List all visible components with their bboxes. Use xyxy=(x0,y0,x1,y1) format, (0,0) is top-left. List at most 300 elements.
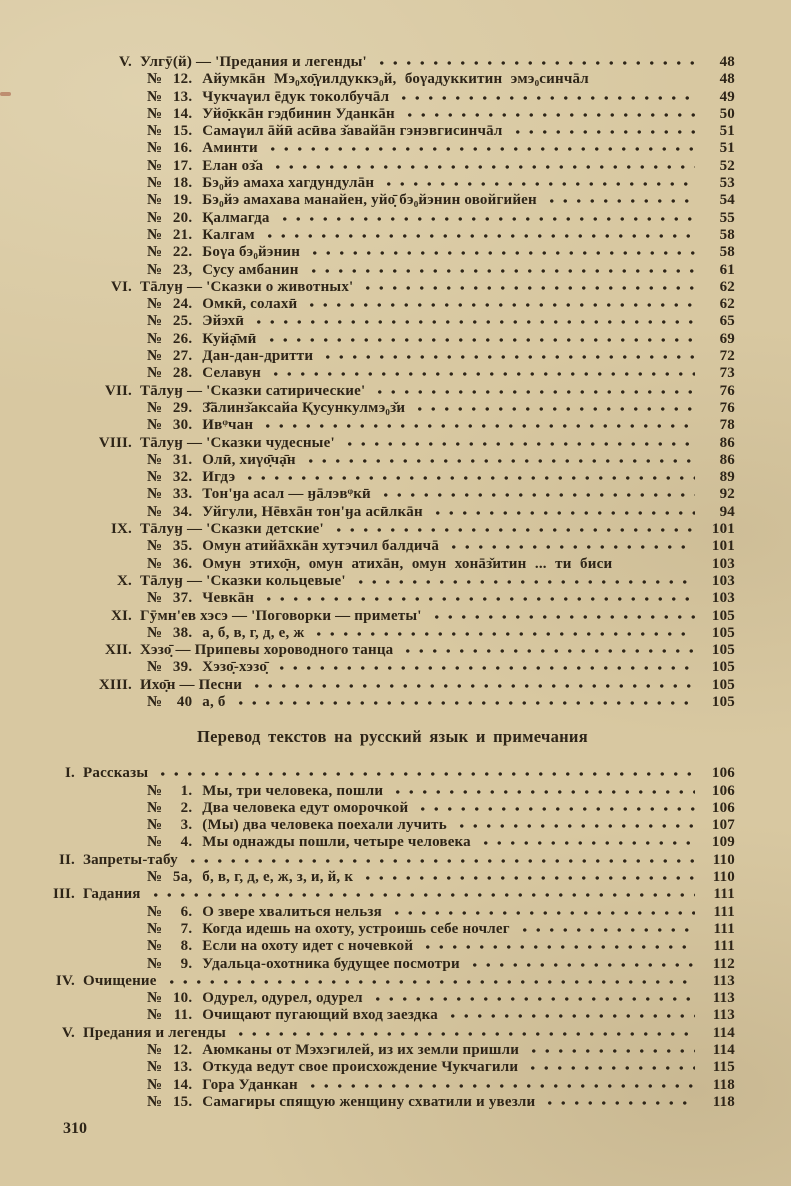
entry-title: Гора Уданкан xyxy=(202,1076,298,1093)
numero-sign: № xyxy=(147,296,163,313)
item-number: 2. xyxy=(180,799,193,816)
toc-section-row xyxy=(50,677,735,694)
entry-title: б, в, г, д, е, ж, з, и, й, к xyxy=(202,869,354,886)
numero-sign: № xyxy=(147,990,163,1007)
numero-sign: № xyxy=(147,140,163,157)
item-number: 12. xyxy=(172,71,193,88)
item-number: 24. xyxy=(172,296,193,313)
toc-item-row xyxy=(50,556,735,573)
numero-sign: № xyxy=(147,157,163,174)
entry-title: Очищение xyxy=(83,972,157,989)
entry-title: Олӣ, хиγо̣̄чạ̄н xyxy=(202,451,296,468)
toc-section-row xyxy=(50,973,735,990)
toc-item-row xyxy=(50,1059,735,1076)
entry-page-number: 106 xyxy=(711,782,735,799)
entry-title: Эйэхӣ xyxy=(202,313,245,330)
numero-sign: № xyxy=(147,624,163,641)
dot-leader xyxy=(307,268,695,274)
toc-item-row xyxy=(50,296,735,313)
dot-leader xyxy=(431,510,695,516)
numero-sign: № xyxy=(147,538,163,555)
toc-item-row xyxy=(50,140,735,157)
entry-title: Аюмканы от Мэхэгилей, из их земли пришли xyxy=(202,1042,520,1059)
translations-heading: Перевод текстов на русский язык и примечания xyxy=(197,727,588,747)
entry-page-number: 51 xyxy=(719,123,735,140)
toc-item-row xyxy=(50,921,735,938)
entry-title: Предания и легенды xyxy=(83,1024,226,1041)
section-numeral: I. xyxy=(65,765,75,782)
entry-page-number: 107 xyxy=(711,817,735,834)
toc-item-row xyxy=(50,904,735,921)
dot-leader xyxy=(234,1031,695,1037)
toc-item-row xyxy=(50,365,735,382)
toc-section-row xyxy=(50,886,735,903)
item-number: 3. xyxy=(180,817,193,834)
entry-page-number: 65 xyxy=(719,313,735,330)
entry-title: Қалмагда xyxy=(202,209,270,226)
entry-title: Гӯмн'ев хэсэ — 'Поговорки — приметы' xyxy=(140,607,422,624)
toc-item-row xyxy=(50,210,735,227)
item-number: 29. xyxy=(172,399,193,416)
toc-section-row xyxy=(50,435,735,452)
toc-item-row xyxy=(50,89,735,106)
toc-item-row xyxy=(50,590,735,607)
dot-leader xyxy=(262,596,695,602)
entry-title: Тāлуӈ — 'Сказки о животных' xyxy=(140,278,354,295)
numero-sign: № xyxy=(147,659,163,676)
entry-title: Хэзо̣̄-хэзо̣̄ xyxy=(202,659,268,676)
entry-title: Омун этихо̣̄н, омун атихāн, омун хонāз̌итин ... ти биси xyxy=(202,555,613,572)
entry-page-number: 103 xyxy=(711,590,735,607)
dot-leader xyxy=(527,1048,695,1054)
toc-item-row xyxy=(50,331,735,348)
toc-section-row xyxy=(50,642,735,659)
toc-section-row xyxy=(50,1025,735,1042)
dot-leader xyxy=(252,319,695,325)
dot-leader xyxy=(156,771,695,777)
section-numeral: XI. xyxy=(110,607,132,624)
entry-page-number: 48 xyxy=(719,54,735,70)
entry-page-number: 50 xyxy=(719,105,735,122)
entry-page-number: 103 xyxy=(711,555,735,572)
item-number: 40 xyxy=(176,693,193,710)
dot-leader xyxy=(305,302,695,308)
entry-title: Тон'ӈа асал — ӈāлэвᵠкӣ xyxy=(202,486,371,503)
numero-sign: № xyxy=(147,469,163,486)
toc-item-row xyxy=(50,469,735,486)
toc-section-row xyxy=(50,608,735,625)
section-numeral: II. xyxy=(58,851,75,868)
entry-title: Тāлуӈ — 'Сказки сатирические' xyxy=(140,382,366,399)
entry-title: Откуда ведут свое происхождение Чукчагили xyxy=(202,1059,519,1076)
item-number: 13. xyxy=(172,88,193,105)
numero-sign: № xyxy=(147,693,163,710)
numero-sign: № xyxy=(147,226,163,243)
entry-page-number: 89 xyxy=(719,469,735,486)
toc-item-row xyxy=(50,486,735,503)
toc-item-row xyxy=(50,869,735,886)
entry-page-number: 76 xyxy=(719,399,735,416)
entry-title: Дан-дан-дритти xyxy=(202,348,314,365)
toc-part-1 xyxy=(50,54,735,711)
item-number: 35. xyxy=(172,538,193,555)
entry-title: Уйо̣̄ккāн гэдбинин Уданкāн xyxy=(202,105,395,122)
dot-leader xyxy=(391,789,695,795)
dot-leader xyxy=(312,631,695,637)
item-number: 17. xyxy=(172,157,193,174)
numero-sign: № xyxy=(147,920,163,937)
numero-sign: № xyxy=(147,1059,163,1076)
entry-page-number: 78 xyxy=(719,417,735,434)
dot-leader xyxy=(401,648,695,654)
numero-sign: № xyxy=(147,590,163,607)
toc-section-row xyxy=(50,765,735,782)
toc-item-row xyxy=(50,783,735,800)
item-number: 1. xyxy=(180,782,193,799)
numero-sign: № xyxy=(147,348,163,365)
toc-item-row xyxy=(50,800,735,817)
dot-leader xyxy=(446,1013,695,1019)
entry-page-number: 92 xyxy=(719,486,735,503)
toc-section-row xyxy=(50,573,735,590)
dot-leader xyxy=(165,979,695,985)
entry-page-number: 113 xyxy=(712,972,735,989)
item-number: 12. xyxy=(172,1042,193,1059)
entry-title: Запреты-табу xyxy=(83,851,178,868)
item-number: 39. xyxy=(172,659,193,676)
toc-page xyxy=(50,54,735,1111)
numero-sign: № xyxy=(147,903,163,920)
entry-title: Тāлуӈ — 'Сказки детские' xyxy=(140,521,324,538)
dot-leader xyxy=(278,216,695,222)
toc-item-row xyxy=(50,694,735,711)
entry-page-number: 62 xyxy=(719,296,735,313)
dot-leader xyxy=(250,683,695,689)
item-number: 26. xyxy=(172,330,193,347)
entry-page-number: 101 xyxy=(711,538,735,555)
dot-leader xyxy=(332,527,695,533)
entry-title: Бэ₀йэ амаха хагдундулāн xyxy=(202,175,375,192)
entry-title: З̌āлинз̌аксайа Қусункулмэ₀з̌и xyxy=(202,399,406,416)
item-number: 14. xyxy=(172,105,193,122)
entry-page-number: 114 xyxy=(712,1024,735,1041)
entry-title: Уйгули, Нēвхāн тон'ӈа асӣлкāн xyxy=(202,503,423,520)
dot-leader xyxy=(269,371,695,377)
numero-sign: № xyxy=(147,834,163,851)
toc-item-row xyxy=(50,1094,735,1111)
entry-title: Игдэ xyxy=(202,469,236,486)
item-number: 33. xyxy=(172,486,193,503)
numero-sign: № xyxy=(147,1007,163,1024)
entry-page-number: 111 xyxy=(713,903,735,920)
toc-item-row xyxy=(50,123,735,140)
entry-page-number: 52 xyxy=(719,157,735,174)
entry-page-number: 76 xyxy=(719,382,735,399)
entry-title: Селавун xyxy=(202,365,262,382)
toc-item-row xyxy=(50,313,735,330)
entry-page-number: 110 xyxy=(712,851,735,868)
dot-leader xyxy=(430,614,695,620)
dot-leader xyxy=(382,181,695,187)
entry-page-number: 105 xyxy=(711,676,735,693)
entry-page-number: 58 xyxy=(719,244,735,261)
toc-item-row xyxy=(50,990,735,1007)
entry-title: Куйạ̄мӣ xyxy=(202,330,257,347)
dot-leader xyxy=(321,354,695,360)
entry-title: Аминти xyxy=(202,140,258,157)
item-number: 13. xyxy=(172,1059,193,1076)
toc-item-row xyxy=(50,400,735,417)
entry-title: Айумкāн Мэ₀хо̣̄γилдуккэ₀й, боγадуккитин эмэ₀синчāл xyxy=(202,71,589,88)
item-number: 4. xyxy=(180,834,193,851)
entry-title: Мы однажды пошли, четыре человека xyxy=(202,834,471,851)
entry-page-number: 115 xyxy=(712,1059,735,1076)
dot-leader xyxy=(403,112,695,118)
item-number: 10. xyxy=(172,990,193,1007)
entry-page-number: 106 xyxy=(711,799,735,816)
item-number: 15. xyxy=(172,1093,193,1110)
entry-page-number: 105 xyxy=(711,642,735,659)
item-number: 8. xyxy=(180,938,193,955)
entry-title: Хэзо̣̄ — Припевы хороводного танца xyxy=(140,642,394,659)
entry-title: Чевкāн xyxy=(202,590,255,607)
item-number: 36. xyxy=(172,555,193,572)
entry-title: Тāлуӈ — 'Сказки кольцевые' xyxy=(140,572,346,589)
toc-section-row xyxy=(50,852,735,869)
section-numeral: IX. xyxy=(110,521,132,538)
item-number: 32. xyxy=(172,469,193,486)
entry-title: Одурел, одурел, одурел xyxy=(202,990,363,1007)
entry-page-number: 111 xyxy=(713,886,735,903)
entry-title: Омун атийāхкāн хутэчил балдичā xyxy=(202,538,440,555)
dot-leader xyxy=(379,492,695,498)
entry-title: Ивᵠчан xyxy=(202,417,254,434)
dot-leader xyxy=(375,60,695,66)
dot-leader xyxy=(354,579,695,585)
toc-item-row xyxy=(50,192,735,209)
entry-page-number: 48 xyxy=(719,71,735,88)
entry-page-number: 105 xyxy=(711,659,735,676)
entry-page-number: 118 xyxy=(712,1076,735,1093)
item-number: 22. xyxy=(172,244,193,261)
entry-page-number: 103 xyxy=(711,572,735,589)
toc-item-row xyxy=(50,262,735,279)
entry-page-number: 113 xyxy=(712,1007,735,1024)
numero-sign: № xyxy=(147,399,163,416)
entry-title: (Мы) два человека поехали лучить xyxy=(202,817,447,834)
item-number: 16. xyxy=(172,140,193,157)
entry-title: Улгӯ(й) — 'Предания и легенды' xyxy=(140,54,367,70)
entry-title: Рассказы xyxy=(83,765,149,782)
dot-leader xyxy=(306,1083,695,1089)
entry-title: Боγа бэ₀йэнин xyxy=(202,244,301,261)
dot-leader xyxy=(361,875,695,881)
section-numeral: X. xyxy=(117,572,132,589)
numero-sign: № xyxy=(147,1042,163,1059)
item-number: 25. xyxy=(172,313,193,330)
item-number: 34. xyxy=(172,503,193,520)
entry-title: Чукчаγил ēдук токолбучāл xyxy=(202,88,390,105)
numero-sign: № xyxy=(147,244,163,261)
dot-leader xyxy=(265,337,696,343)
numero-sign: № xyxy=(147,105,163,122)
numero-sign: № xyxy=(147,123,163,140)
dot-leader xyxy=(455,823,695,829)
dot-leader xyxy=(275,665,695,671)
dot-leader xyxy=(149,892,695,898)
entry-page-number: 94 xyxy=(719,503,735,520)
entry-page-number: 105 xyxy=(711,624,735,641)
entry-page-number: 51 xyxy=(719,140,735,157)
entry-title: Елан оз̌а xyxy=(202,157,264,174)
toc-item-row xyxy=(50,1042,735,1059)
numero-sign: № xyxy=(147,817,163,834)
dot-leader xyxy=(271,164,695,170)
toc-item-row xyxy=(50,625,735,642)
toc-part-2 xyxy=(50,765,735,1111)
numero-sign: № xyxy=(147,799,163,816)
dot-leader xyxy=(597,77,695,83)
entry-page-number: 113 xyxy=(712,990,735,1007)
entry-title: Гадания xyxy=(83,886,141,903)
page-footer-number: 310 xyxy=(63,1120,87,1137)
dot-leader xyxy=(304,458,695,464)
item-number: 20. xyxy=(172,209,193,226)
dot-leader xyxy=(390,910,695,916)
dot-leader xyxy=(447,544,695,550)
entry-title: Ихо̣̄н — Песни xyxy=(140,676,243,693)
toc-item-row xyxy=(50,956,735,973)
numero-sign: № xyxy=(147,555,163,572)
entry-page-number: 53 xyxy=(719,175,735,192)
numero-sign: № xyxy=(147,88,163,105)
entry-page-number: 54 xyxy=(719,192,735,209)
dot-leader xyxy=(479,840,695,846)
item-number: 15. xyxy=(172,123,193,140)
dot-leader xyxy=(511,129,696,135)
numero-sign: № xyxy=(147,365,163,382)
entry-page-number: 86 xyxy=(719,434,735,451)
dot-leader xyxy=(373,389,695,395)
item-number: 9. xyxy=(180,955,193,972)
toc-section-row xyxy=(50,54,735,71)
numero-sign: № xyxy=(147,71,163,88)
entry-page-number: 86 xyxy=(719,451,735,468)
toc-item-row xyxy=(50,227,735,244)
toc-item-row xyxy=(50,817,735,834)
section-numeral: VI. xyxy=(110,278,132,295)
dot-leader xyxy=(421,944,695,950)
numero-sign: № xyxy=(147,938,163,955)
toc-item-row xyxy=(50,659,735,676)
entry-page-number: 114 xyxy=(712,1042,735,1059)
numero-sign: № xyxy=(147,486,163,503)
scan-edge-mark xyxy=(0,92,11,96)
toc-item-row xyxy=(50,538,735,555)
entry-page-number: 61 xyxy=(719,261,735,278)
toc-item-row xyxy=(50,504,735,521)
section-numeral: VII. xyxy=(104,382,132,399)
dot-leader xyxy=(234,700,695,706)
dot-leader xyxy=(543,1100,695,1106)
entry-page-number: 118 xyxy=(712,1093,735,1110)
item-number: 23, xyxy=(172,261,193,278)
toc-item-row xyxy=(50,71,735,88)
section-numeral: V. xyxy=(118,54,132,70)
entry-page-number: 101 xyxy=(711,521,735,538)
entry-page-number: 55 xyxy=(719,209,735,226)
item-number: 37. xyxy=(172,590,193,607)
section-numeral: XII. xyxy=(104,642,132,659)
entry-title: Тāлуӈ — 'Сказки чудесные' xyxy=(140,434,335,451)
entry-title: Два человека едут оморочкой xyxy=(202,799,409,816)
dot-leader xyxy=(416,806,695,812)
toc-item-row xyxy=(50,452,735,469)
item-number: 5а, xyxy=(172,869,193,886)
entry-page-number: 105 xyxy=(711,607,735,624)
entry-page-number: 105 xyxy=(711,693,735,710)
entry-title: а, б, в, г, д, е, ж xyxy=(202,624,305,641)
item-number: 30. xyxy=(172,417,193,434)
numero-sign: № xyxy=(147,175,163,192)
entry-page-number: 111 xyxy=(713,920,735,937)
toc-section-row xyxy=(50,521,735,538)
entry-page-number: 58 xyxy=(719,226,735,243)
dot-leader xyxy=(263,233,695,239)
entry-title: Мы, три человека, пошли xyxy=(202,782,384,799)
numero-sign: № xyxy=(147,869,163,886)
toc-item-row xyxy=(50,158,735,175)
entry-page-number: 112 xyxy=(712,955,735,972)
dot-leader xyxy=(261,423,695,429)
dot-leader xyxy=(397,95,695,101)
numero-sign: № xyxy=(147,782,163,799)
item-number: 6. xyxy=(180,903,193,920)
dot-leader xyxy=(266,146,695,152)
item-number: 11. xyxy=(173,1007,193,1024)
toc-item-row xyxy=(50,938,735,955)
toc-item-row xyxy=(50,244,735,261)
toc-item-row xyxy=(50,1007,735,1024)
dot-leader xyxy=(343,441,695,447)
section-numeral: V. xyxy=(61,1024,75,1041)
entry-title: Самаγил āйӣ асӣва з̌авайāн гэнэвгисинчāл xyxy=(202,123,503,140)
dot-leader xyxy=(308,250,695,256)
dot-leader xyxy=(468,962,695,968)
item-number: 31. xyxy=(172,451,193,468)
entry-title: Если на охоту идет с ночевкой xyxy=(202,938,414,955)
dot-leader xyxy=(413,406,695,412)
section-numeral: IV. xyxy=(55,972,75,989)
numero-sign: № xyxy=(147,1093,163,1110)
entry-title: Сусу амбанин xyxy=(202,261,299,278)
item-number: 28. xyxy=(172,365,193,382)
entry-page-number: 110 xyxy=(712,869,735,886)
toc-item-row xyxy=(50,1077,735,1094)
entry-page-number: 106 xyxy=(711,765,735,782)
dot-leader xyxy=(186,858,695,864)
entry-title: Омкӣ, солахӣ xyxy=(202,296,298,313)
dot-leader xyxy=(361,285,695,291)
entry-title: а, б xyxy=(202,693,226,710)
section-numeral: VIII. xyxy=(98,434,132,451)
item-number: 27. xyxy=(172,348,193,365)
numero-sign: № xyxy=(147,330,163,347)
entry-title: Самагиры спящую женщину схватили и увезли xyxy=(202,1093,536,1110)
item-number: 7. xyxy=(180,920,193,937)
entry-title: Удальца-охотника будущее посмотри xyxy=(202,955,460,972)
dot-leader xyxy=(620,562,695,568)
